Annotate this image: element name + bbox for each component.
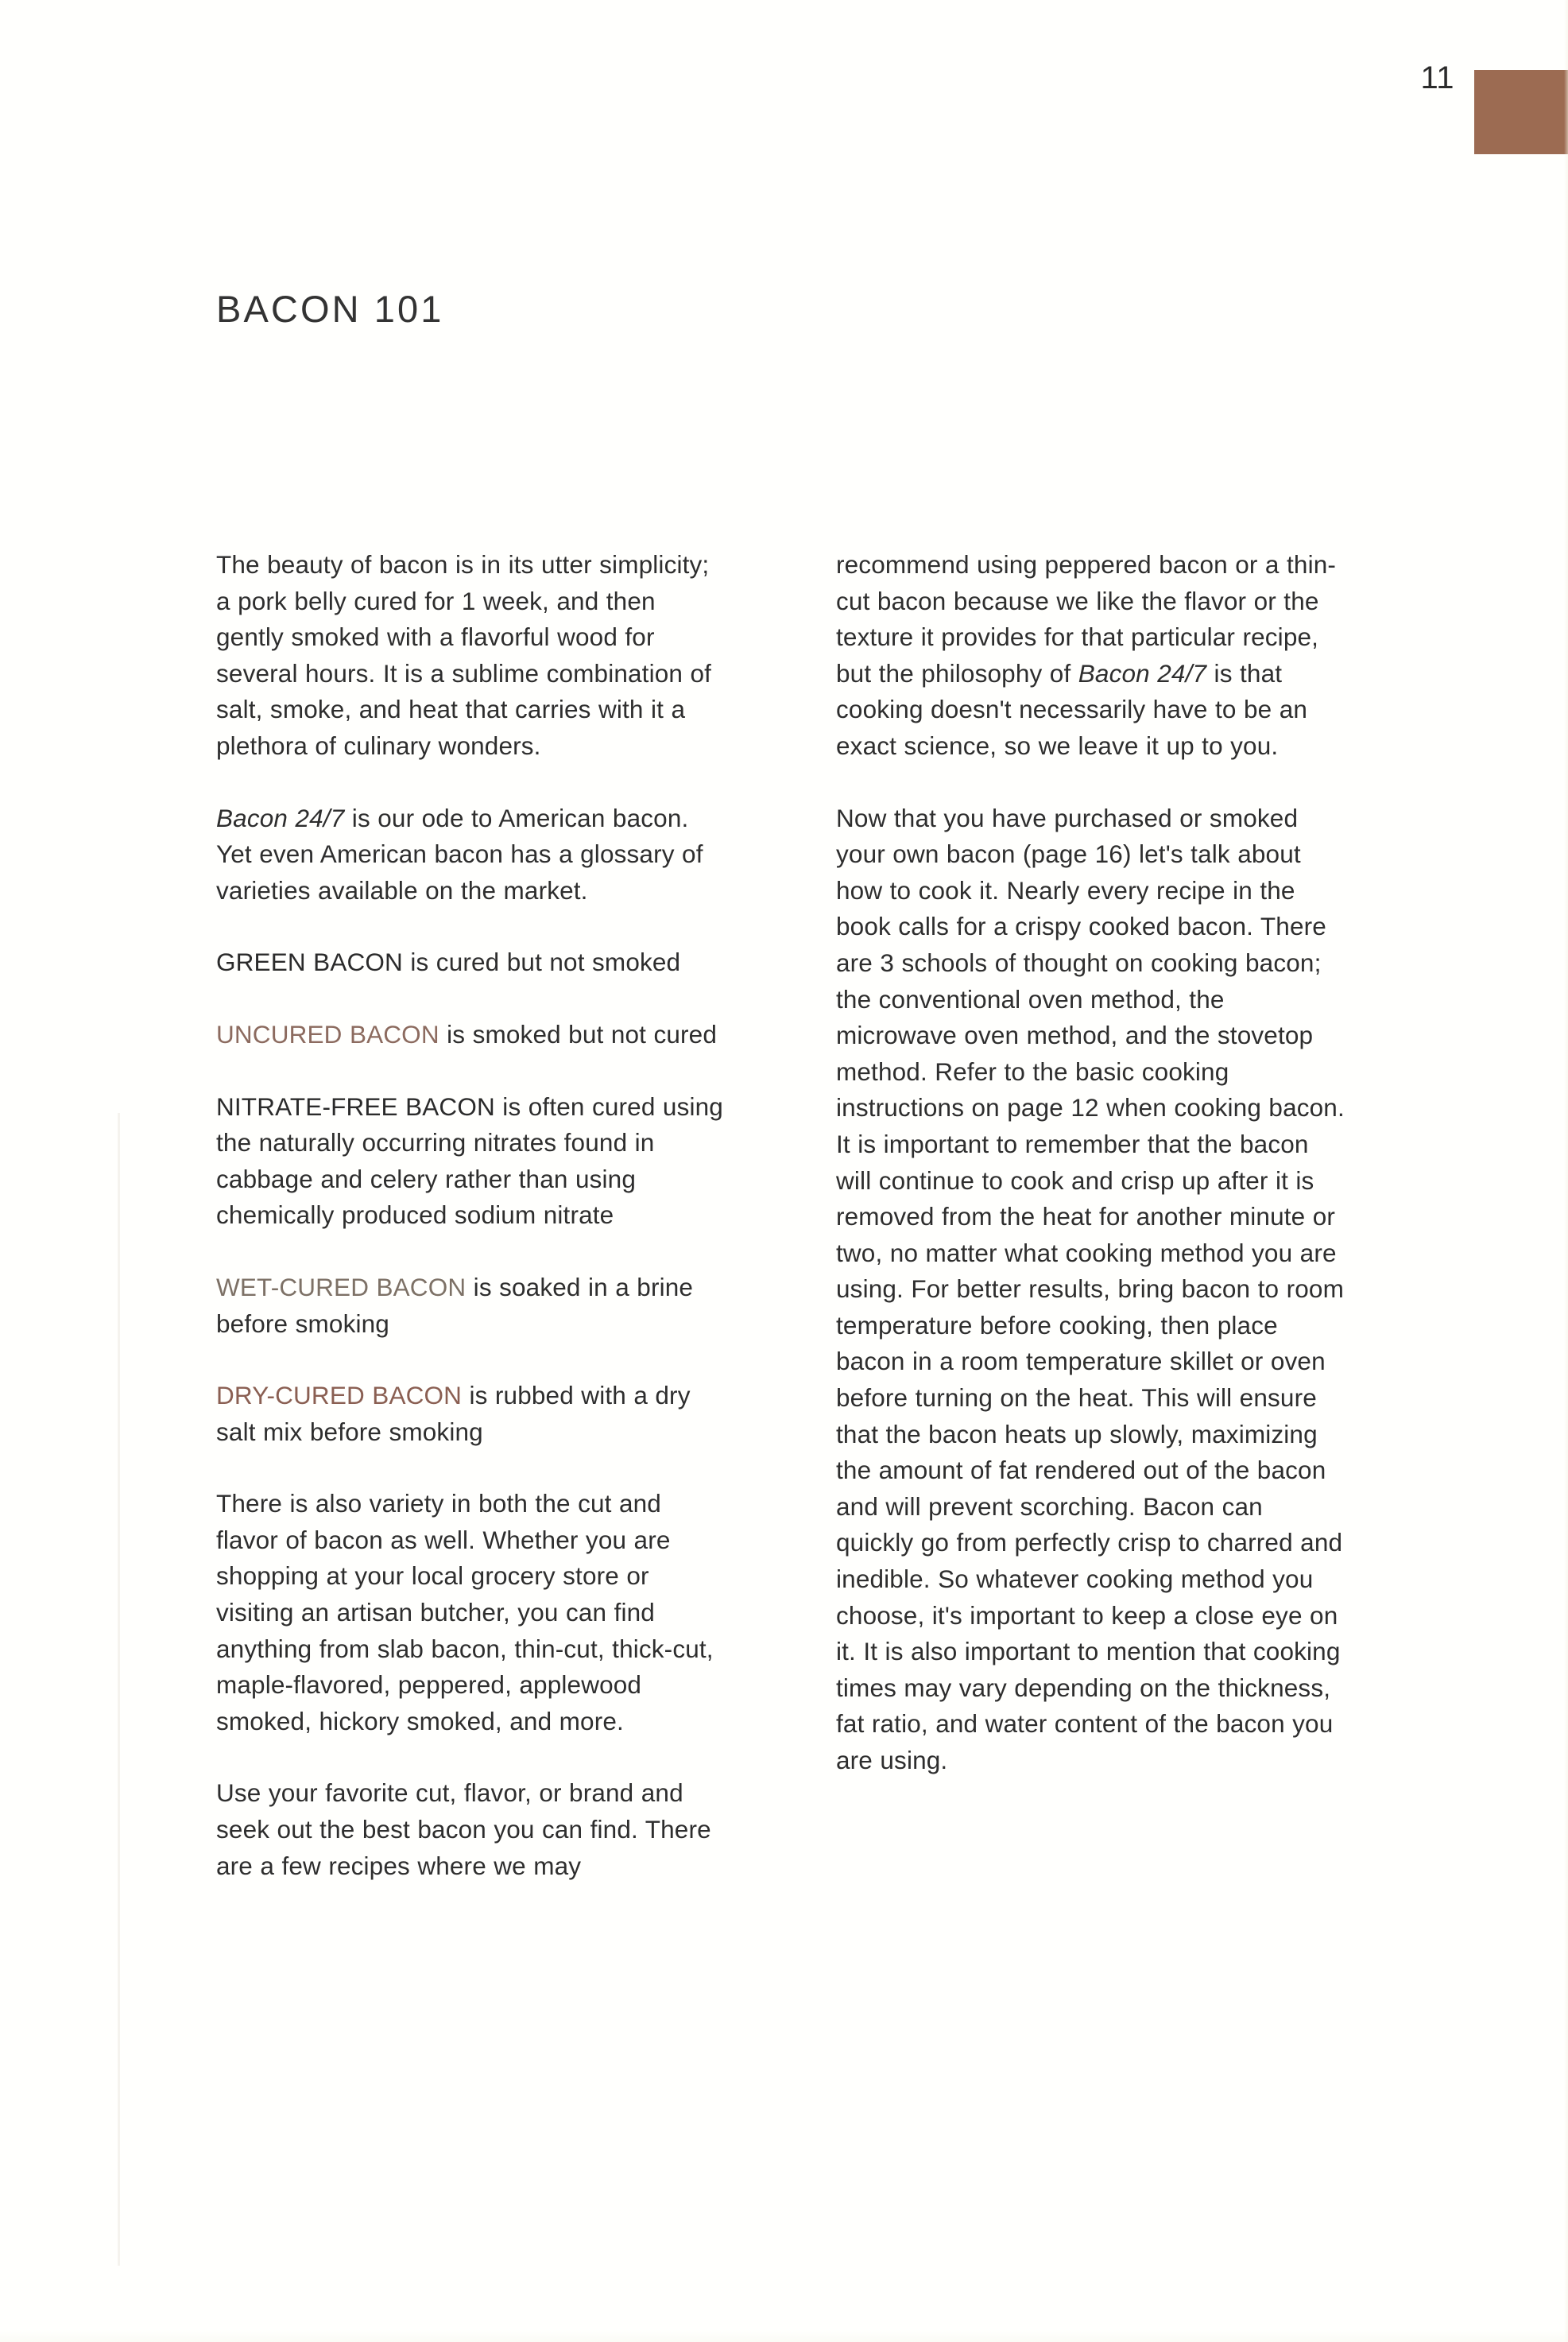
- paragraph-recommend: [836, 547, 1345, 765]
- paragraph-variety: There is also variety in both the cut and flavor of bacon as well. Whether you are shopping at your local grocery store or visiting an artisan butcher, you can find anything from slab bacon, thin-cut, thick-cut, maple-flavored, peppered, applewood smoked, hickory smoked, and more.: [216, 1489, 714, 1735]
- glossary-term: GREEN BACON: [216, 948, 403, 977]
- glossary-definition: is rubbed with a dry salt mix before smoking: [216, 1381, 691, 1446]
- glossary-term: UNCURED BACON: [216, 1019, 439, 1049]
- glossary-entry-green-bacon: [216, 944, 725, 981]
- glossary-entry-uncured-bacon: [216, 1017, 725, 1053]
- scan-edge-artifact-right: [1564, 0, 1568, 2342]
- right-column: [836, 547, 1345, 1884]
- glossary-term: WET-CURED BACON: [216, 1272, 467, 1301]
- page-number: 11: [1420, 60, 1454, 95]
- glossary-entry-wet-cured-bacon: [216, 1270, 725, 1342]
- glossary-entry-dry-cured-bacon: [216, 1378, 725, 1450]
- page-title: BACON 101: [216, 288, 444, 330]
- glossary-definition: is often cured using the naturally occurring nitrates found in cabbage and celery rather than using chemically produced sodium nitrate: [216, 1092, 723, 1230]
- paragraph-cooking-methods: Now that you have purchased or smoked your own bacon (page 16) let's talk about how to cook it. Nearly every recipe in the book calls for a crispy cooked bacon. There are 3 schools of thought on cooking bacon; the conventional oven method, the microwave oven method, and the stovetop method. Refer to the basic cooking instructions on page 12 when cooking bacon. It is important to remember that the bacon will continue to cook and crisp up after it is removed from the heat for another minute or two, no matter what cooking method you are using. For better results, bring bacon to room temperature before cooking, then place bacon in a room temperature skillet or oven before turning on the heat. This will ensure that the bacon heats up slowly, maximizing the amount of fat rendered out of the bacon and will prevent scorching. Bacon can quickly go from perfectly crisp to charred and inedible. So whatever cooking method you choose, it's important to keep a close eye on it. It is also important to mention that cooking times may vary depending on the thickness, fat ratio, and water content of the bacon you are using.: [836, 803, 1345, 1774]
- glossary-definition: is smoked but not cured: [439, 1019, 718, 1049]
- body-columns: [216, 547, 1345, 1884]
- left-column: [216, 547, 725, 1884]
- book-title-italic: Bacon 24/7: [216, 803, 345, 832]
- glossary-definition: is soaked in a brine before smoking: [216, 1272, 694, 1338]
- glossary-term: NITRATE-FREE BACON: [216, 1092, 495, 1121]
- glossary-definition: is cured but not smoked: [402, 948, 681, 977]
- paragraph-intro: The beauty of bacon is in its utter simplicity; a pork belly cured for 1 week, and then gently smoked with a flavorful wood for several hours. It is a sublime combination of salt, smoke, and heat that carries with it a plethora of culinary wonders.: [216, 550, 712, 760]
- scan-gutter-artifact: [118, 1113, 120, 2266]
- paragraph-ode-rest: is our ode to American bacon. Yet even American bacon has a glossary of varieties available on the market.: [216, 803, 703, 905]
- paragraph-favorite-cut: Use your favorite cut, flavor, or brand and seek out the best bacon you can find. There are a few recipes where we may: [216, 1778, 711, 1880]
- book-title-italic: Bacon 24/7: [1078, 658, 1207, 688]
- page-header: [0, 0, 1568, 167]
- scan-edge-artifact-bottom: [0, 2331, 1568, 2342]
- glossary-entry-nitrate-free-bacon: [216, 1089, 725, 1234]
- paragraph-recommend-head: recommend using peppered bacon or a thin-cut bacon because we like the flavor or the texture it provides for that particular recipe, but the philosophy of: [836, 550, 1337, 688]
- glossary-term: DRY-CURED BACON: [216, 1381, 463, 1410]
- folio-color-block: [1474, 70, 1568, 154]
- paragraph-ode: [216, 801, 725, 909]
- paragraph-recommend-tail: is that cooking doesn't necessarily have to be an exact science, so we leave it up to you.: [836, 658, 1308, 760]
